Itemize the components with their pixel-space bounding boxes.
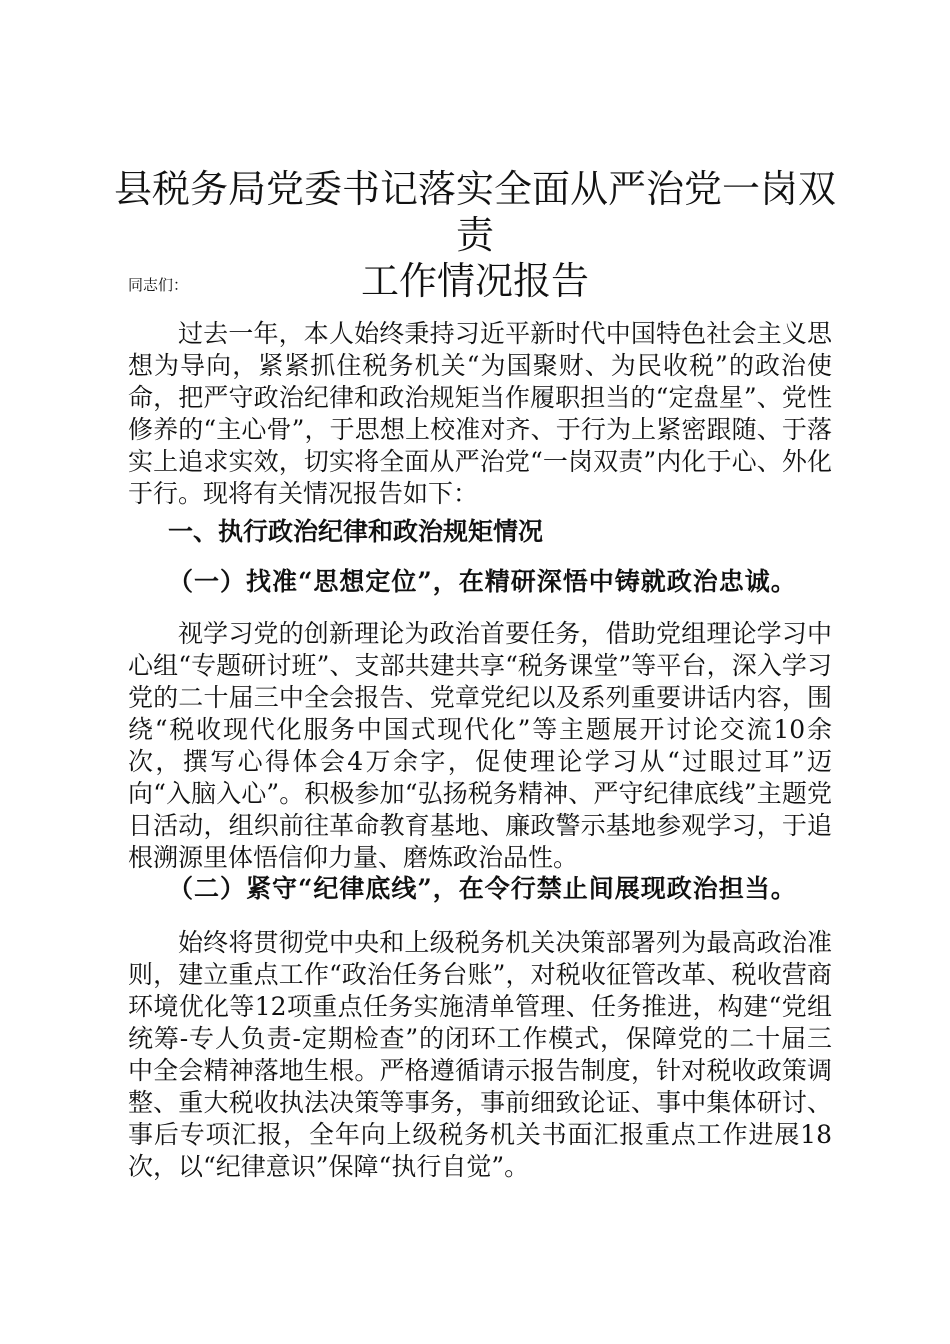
subsection-1-body: 视学习党的创新理论为政治首要任务，借助党组理论学习中心组“专题研讨班”、支部共建共享“税务课堂”等平台，深入学习党的二十届三中全会报告、党章党纪以及系列重要讲话内容，围绕“税收现代化服务中国式现代化”等主题展开讨论交流10余次，撰写心得体会4万余字，促使理论学习从“过眼过耳”迈向“入脑入心”。积极参加“弘扬税务精神、严守纪律底线”主题党日活动，组织前往革命教育基地、廉政警示基地参观学习，于追根溯源里体悟信仰力量、磨炼政治品性。 bbox=[128, 619, 832, 872]
subsection-2-heading: （二）紧守“纪律底线”，在令行禁止间展现政治担当。 bbox=[168, 874, 797, 903]
title-line-1: 县税务局党委书记落实全面从严治党一岗双责 bbox=[113, 167, 836, 257]
intro-paragraph: 过去一年，本人始终秉持习近平新时代中国特色社会主义思想为导向，紧紧抓住税务机关“为国聚财、为民收税”的政治使命，把严守政治纪律和政治规矩当作履职担当的“定盘星”、党性修养的“主心骨”，于思想上校准对齐、于行为上紧密跟随、于落实上追求实效，切实将全面从严治党“一岗双责”内化于心、外化于行。现将有关情况报告如下： bbox=[128, 319, 832, 508]
subsection-1-heading: （一）找准“思想定位”，在精研深悟中铸就政治忠诚。 bbox=[168, 567, 797, 596]
salutation: 同志们： bbox=[128, 276, 189, 294]
document-title bbox=[100, 166, 850, 304]
title-line-2: 工作情况报告 bbox=[360, 259, 589, 303]
section-1-heading: 一、执行政治纪律和政治规矩情况 bbox=[168, 517, 544, 546]
subsection-2-body: 始终将贯彻党中央和上级税务机关决策部署列为最高政治准则，建立重点工作“政治任务台账”，对税收征管改革、税收营商环境优化等12项重点任务实施清单管理、任务推进，构建“党组统筹-专人负责-定期检查”的闭环工作模式，保障党的二十届三中全会精神落地生根。严格遵循请示报告制度，针对税收政策调整、重大税收执法决策等事务，事前细致论证、事中集体研讨、事后专项汇报，全年向上级税务机关书面汇报重点工作进展18次，以“纪律意识”保障“执行自觉”。 bbox=[128, 928, 832, 1181]
